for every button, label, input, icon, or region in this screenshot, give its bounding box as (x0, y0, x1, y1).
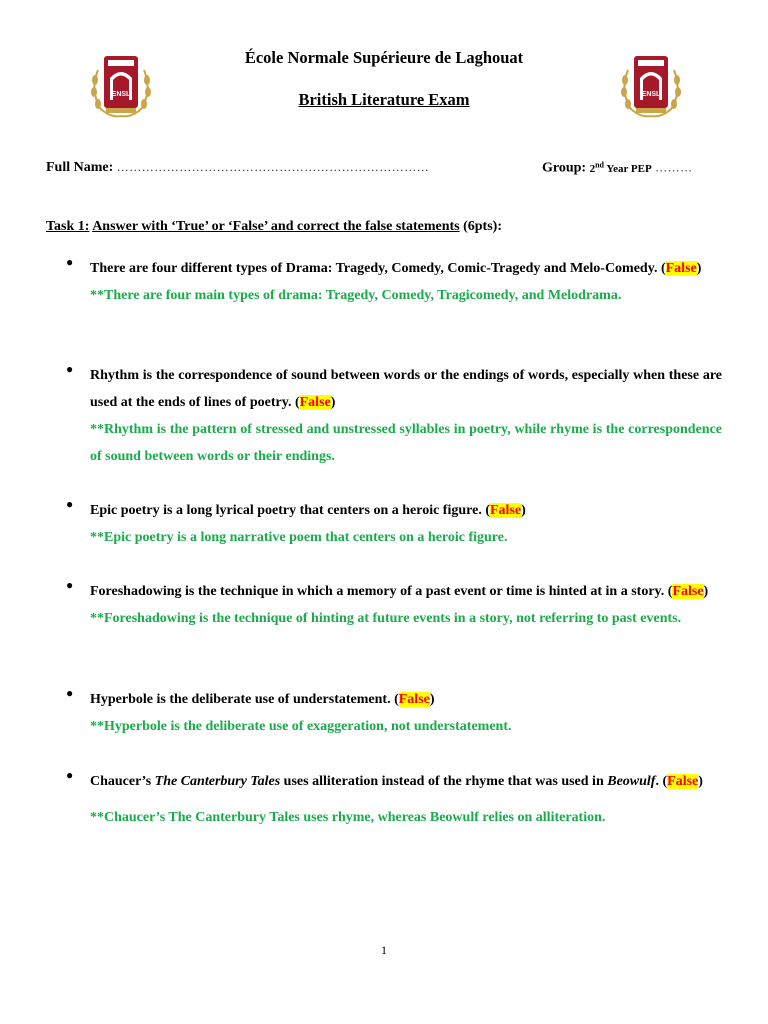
bullet-icon: ● (66, 686, 74, 700)
question-item (46, 578, 722, 632)
bullet-icon: ● (66, 768, 74, 782)
question-statement: There are four different types of Drama: Tragedy, Comedy, Comic-Tragedy and Melo-Comedy. (False) (90, 261, 702, 276)
task-points: (6pts): (463, 219, 502, 234)
question-statement: Hyperbole is the deliberate use of understatement. (False) (90, 692, 435, 707)
group-label: Group: (542, 160, 587, 176)
question-correction: **Chaucer’s The Canterbury Tales uses rhyme, whereas Beowulf relies on alliteration. (90, 810, 606, 825)
verdict-badge: False (490, 503, 522, 518)
school-name: École Normale Supérieure de Laghouat (244, 48, 524, 67)
question-statement: Rhythm is the correspondence of sound between words or the endings of words, especially when these are used at the ends of lines of poetry. (False) (90, 368, 722, 410)
student-info-row (46, 160, 726, 176)
question-correction: **Foreshadowing is the technique of hinting at future events in a story, not referring to past events. (90, 611, 682, 626)
verdict-badge: False (299, 395, 331, 410)
question-statement: Epic poetry is a long lyrical poetry that centers on a heroic figure. (False) (90, 503, 526, 518)
question-item (46, 255, 722, 309)
question-item (46, 768, 722, 831)
question-correction: **There are four main types of drama: Tragedy, Comedy, Tragicomedy, and Melodrama. (90, 288, 622, 303)
full-name-label: Full Name: (46, 160, 114, 175)
page-number: 1 (381, 943, 387, 957)
task-heading (46, 219, 502, 235)
question-item (46, 362, 722, 470)
task-label: Task 1: (46, 219, 90, 234)
verdict-badge: False (667, 774, 699, 789)
bullet-icon: ● (66, 497, 74, 511)
question-correction: **Epic poetry is a long narrative poem that centers on a heroic figure. (90, 530, 508, 545)
exam-title: British Literature Exam (298, 90, 470, 109)
svg-text:ENSL: ENSL (111, 91, 131, 98)
question-statement: Chaucer’s The Canterbury Tales uses alliteration instead of the rhyme that was used in Beowulf. (False) (90, 774, 703, 789)
bullet-icon: ● (66, 578, 74, 592)
question-item (46, 497, 722, 551)
question-statement: Foreshadowing is the technique in which a memory of a past event or time is hinted at in a story. (False) (90, 584, 709, 599)
bullet-icon: ● (66, 255, 74, 269)
question-item (46, 686, 722, 740)
task-instruction: Answer with ‘True’ or ‘False’ and correct the false statements (92, 219, 460, 234)
svg-text:ENSL: ENSL (641, 91, 661, 98)
bullet-icon: ● (66, 362, 74, 376)
group-dots[interactable]: ……… (655, 160, 693, 175)
question-correction: **Hyperbole is the deliberate use of exaggeration, not understatement. (90, 719, 512, 734)
verdict-badge: False (398, 692, 430, 707)
full-name-field[interactable]: ………………………………………………………………… (116, 160, 430, 174)
group-value: 2nd Year PEP (589, 160, 652, 175)
verdict-badge: False (672, 584, 704, 599)
group-field (542, 160, 693, 177)
question-correction: **Rhythm is the pattern of stressed and unstressed syllables in poetry, while rhyme is the correspondence of sound between words or their endings. (90, 422, 722, 464)
verdict-badge: False (665, 261, 697, 276)
